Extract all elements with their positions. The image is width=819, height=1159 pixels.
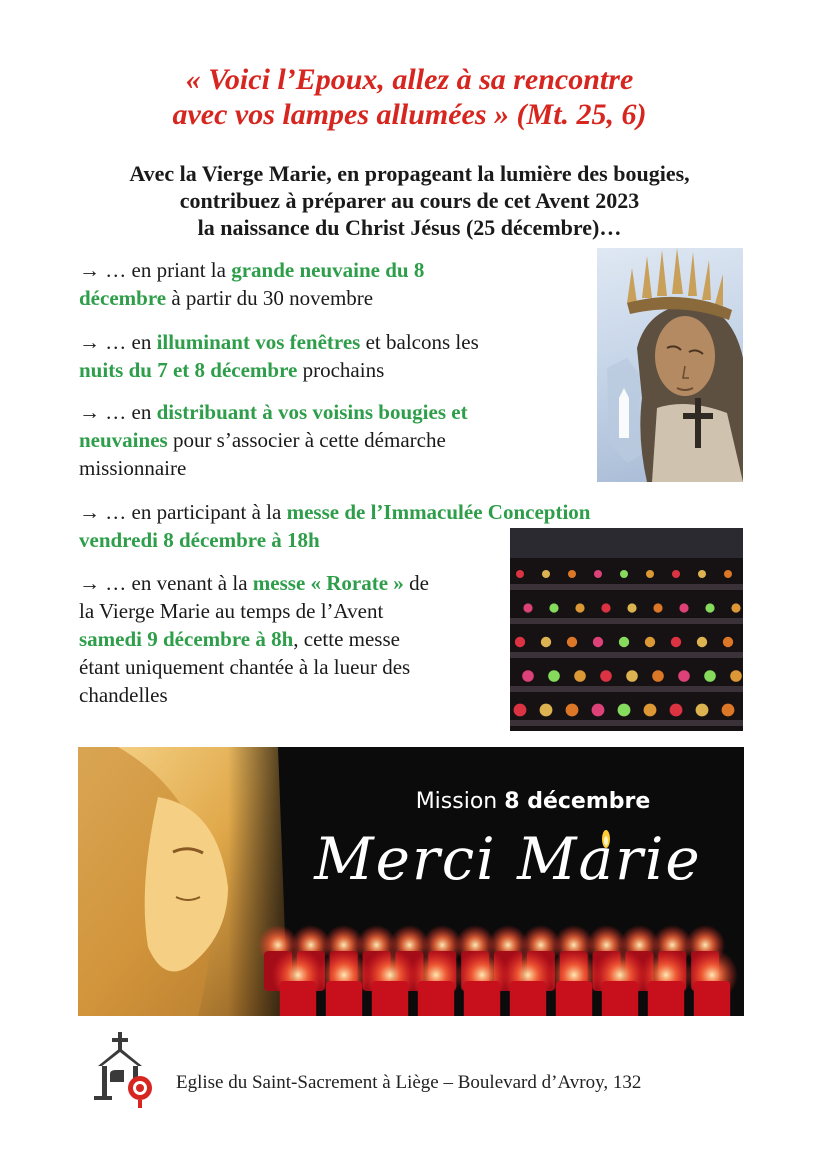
banner-title: Merci Marie (314, 825, 702, 893)
list-item (79, 328, 479, 384)
item-text: → … en priant la (79, 258, 232, 282)
item-highlight: neuvaines (79, 428, 168, 452)
item-highlight: décembre (79, 286, 167, 310)
virgin-statue-illustration (597, 248, 743, 482)
item-text: étant uniquement chantée à la lueur des (79, 655, 411, 679)
title-line-2: avec vos lampes allumées » (Mt. 25, 6) (172, 98, 647, 131)
item-text: la Vierge Marie au temps de l’Avent (79, 599, 384, 623)
item-text: , cette messe (293, 627, 400, 651)
mission-banner (78, 747, 744, 1016)
item-highlight: nuits du 7 et 8 décembre (79, 358, 298, 382)
intro-line-1: Avec la Vierge Marie, en propageant la lumière des bougies, (129, 161, 690, 186)
item-text: → … en venant à la (79, 571, 253, 595)
footer-address: Eglise du Saint-Sacrement à Liège – Boulevard d’Avroy, 132 (176, 1072, 642, 1093)
item-text: → … en (79, 400, 157, 424)
item-highlight: illuminant vos fenêtres (156, 330, 361, 354)
item-text: prochains (297, 358, 385, 382)
item-highlight: distribuant à vos voisins bougies et (156, 400, 468, 424)
item-text: et balcons les (360, 330, 479, 354)
list-item (79, 398, 468, 482)
item-text: missionnaire (79, 456, 187, 480)
list-item (79, 569, 429, 709)
item-highlight: vendredi 8 décembre à 18h (79, 528, 320, 552)
banner-subtitle-text: Mission (415, 789, 505, 814)
intro-text (0, 160, 819, 241)
item-highlight: samedi 9 décembre à 8h (79, 627, 294, 651)
item-text: à partir du 30 novembre (166, 286, 374, 310)
intro-line-2: contribuez à préparer au cours de cet Avent 2023 (179, 188, 640, 213)
banner-subtitle-date: 8 décembre (504, 789, 651, 814)
item-highlight: messe de l’Immaculée Conception (286, 500, 591, 524)
list-item (79, 256, 424, 312)
church-candles-illustration (510, 528, 743, 731)
item-highlight: grande neuvaine du 8 (231, 258, 425, 282)
church-logo-icon (88, 1030, 160, 1108)
virgin-statue-photo (597, 248, 743, 482)
item-highlight: messe « Rorate » (252, 571, 404, 595)
title-line-1: « Voici l’Epoux, allez à sa rencontre (185, 63, 634, 96)
item-text: pour s’associer à cette démarche (167, 428, 446, 452)
page-title (0, 62, 819, 132)
church-candles-photo (510, 528, 743, 731)
item-text: chandelles (79, 683, 168, 707)
banner-subtitle (333, 789, 733, 814)
item-text: de (403, 571, 429, 595)
item-text: → … en (79, 330, 157, 354)
intro-line-3: la naissance du Christ Jésus (25 décembre)… (197, 215, 622, 240)
item-text: → … en participant à la (79, 500, 287, 524)
